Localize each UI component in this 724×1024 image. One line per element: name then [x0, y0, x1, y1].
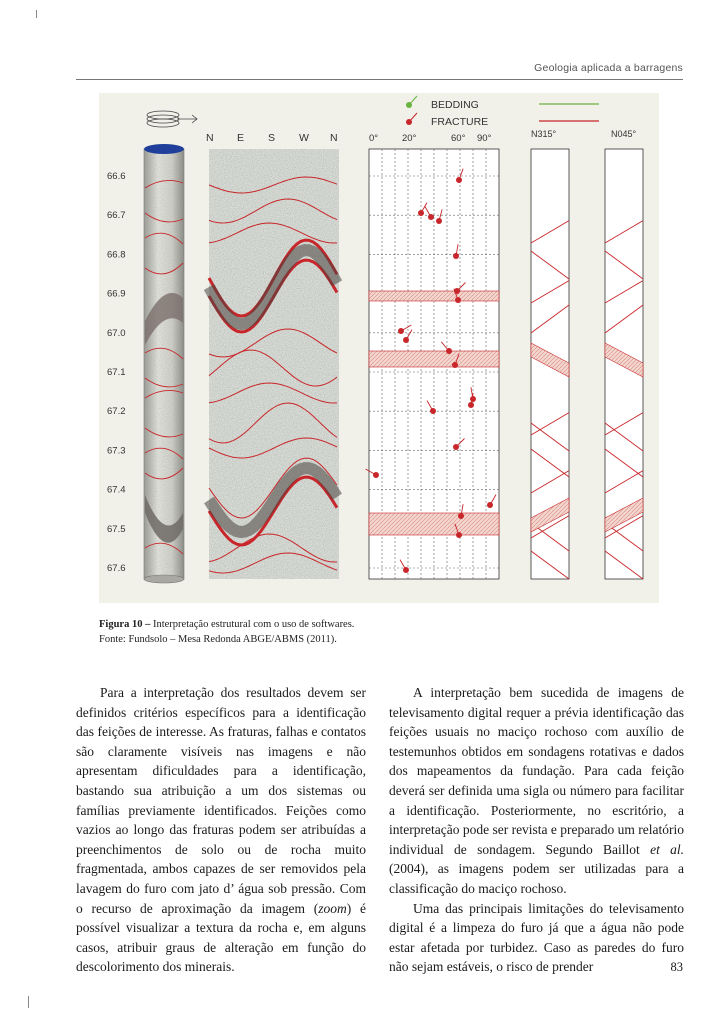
- depth-label: 67.2: [107, 406, 126, 418]
- tadpole-dot: [428, 214, 434, 220]
- depth-label: 67.1: [107, 367, 126, 378]
- core-cylinder: [144, 144, 184, 583]
- depth-label: 67.5: [107, 523, 126, 535]
- depth-label: 67.4: [107, 484, 126, 496]
- depth-label: 67.6: [107, 563, 126, 574]
- paragraph-text: (2004), as imagens podem ser utilizadas para a classificação do maciço rochoso.: [389, 861, 684, 896]
- depth-label: 66.9: [107, 288, 126, 300]
- compass-label: N: [330, 132, 338, 144]
- dip-label: 60°: [451, 133, 466, 144]
- body-column-left: [76, 683, 366, 977]
- tadpole-track: [366, 133, 499, 579]
- term-zoom: zoom: [318, 900, 347, 916]
- tadpole-dot: [456, 177, 462, 183]
- legend: [406, 96, 599, 128]
- caption-source: Fonte: Fundsolo – Mesa Redonda ABGE/ABMS (2011).: [99, 634, 337, 645]
- page-number: 83: [670, 960, 683, 974]
- tadpole-dot: [487, 502, 493, 508]
- depth-label: 66.6: [107, 171, 126, 182]
- figure-canvas: [99, 93, 659, 603]
- tadpole-dot: [430, 408, 436, 414]
- paragraph-text: Para a interpretação dos resultados devem ser definidos critérios específicos para a identificação das feições de interesse. As fraturas, falhas e contatos são claramente visíveis nas imagens e não apresentam dificuldades para a identificação, bastando sua atribuição a um dos sistemas ou famílias previamente identificados. Feições como vazios ao longo das fraturas podem ser atribuídas a preenchimentos de solo ou de rocha muito fragmentada, ambos capazes de ser removidos pela lavagem do furo com jato d’ água sob pressão. Com o recurso de aproximação da imagem (: [76, 685, 366, 916]
- legend-fracture-label: FRACTURE: [431, 116, 489, 128]
- stick-plot-n045: [605, 129, 643, 579]
- legend-bedding: [406, 96, 599, 111]
- tadpole-dot: [403, 567, 409, 573]
- depth-labels: [107, 171, 126, 574]
- hatched-interval: [369, 513, 499, 535]
- body-column-right: [389, 683, 684, 977]
- legend-fracture: [406, 113, 599, 128]
- running-head: Geologia aplicada a barragens: [534, 62, 683, 74]
- header-rule: [76, 79, 683, 80]
- depth-label: 66.8: [107, 249, 126, 261]
- crop-mark-top: [36, 10, 37, 18]
- tadpole-dot: [436, 218, 442, 224]
- paragraph-text: ) é possível visualizar a textura da rocha e, em alguns casos, atribuir graus de alteração em função do descolorimento dos minerais.: [76, 900, 366, 975]
- compass-labels: [206, 132, 338, 144]
- paragraph-interpretation: [76, 683, 366, 977]
- depth-label: 66.7: [107, 210, 126, 222]
- tadpole-dot: [468, 402, 474, 408]
- tadpole-dot: [453, 444, 459, 450]
- compass-label: N: [206, 132, 214, 144]
- tadpole-dot: [418, 210, 424, 216]
- azimuth-label-n315: N315°: [531, 129, 557, 139]
- crop-mark-bottom: [28, 996, 29, 1008]
- compass-label: E: [237, 132, 245, 144]
- legend-bedding-label: BEDDING: [431, 99, 479, 111]
- tadpole-dot: [453, 253, 459, 259]
- caption-text: Interpretação estrutural com o uso de softwares.: [150, 619, 355, 630]
- tadpole-dot: [470, 396, 476, 402]
- caption-label: Figura 10 –: [99, 619, 151, 630]
- tadpole-dot: [455, 297, 461, 303]
- unrolled-image-track: [206, 132, 339, 579]
- paragraph-text: A interpretação bem sucedida de imagens de televisamento digital requer a prévia identificação das feições usuais no maciço rochoso com auxílio de testemunhos obtidos em sondagens rotativas e dados dos mapeamentos da fundação. Para cada feição deverá ser definida uma sigla ou número para facilitar a identificação. Posteriormente, no escritório, a interpretação pode ser revista e preparado um relatório individual de sondagem. Segundo Baillot: [389, 685, 684, 857]
- paragraph-successful-interpretation: [389, 683, 684, 899]
- paragraph-limitations: Uma das principais limitações do televisamento digital é a limpeza do furo já que a água não pode estar afetada por turbidez. Caso as paredes do furo não sejam estáveis, o risco de prender: [389, 900, 684, 975]
- citation-et-al: et al.: [650, 841, 684, 857]
- depth-label: 67.0: [107, 327, 126, 339]
- tadpole-dot: [456, 532, 462, 538]
- hatched-interval: [369, 351, 499, 367]
- tadpole-dot: [446, 348, 452, 354]
- tadpole-dot: [403, 337, 409, 343]
- borehole-figure: [99, 93, 659, 603]
- azimuth-label-n045: N045°: [611, 129, 637, 139]
- depth-label: 67.3: [107, 445, 126, 457]
- dip-label: 0°: [369, 133, 379, 144]
- orientation-symbol: [147, 111, 197, 127]
- dip-label: 20°: [402, 133, 417, 144]
- tadpole-dot: [452, 362, 458, 368]
- hatched-interval: [369, 291, 499, 301]
- tadpole-dot: [398, 328, 404, 334]
- dip-labels: [369, 133, 492, 144]
- figure-caption: [99, 617, 354, 647]
- core-top-ellipse: [144, 144, 184, 154]
- compass-label: W: [299, 132, 309, 144]
- stick-plot-n315: [531, 129, 569, 579]
- compass-label: S: [268, 132, 276, 144]
- tadpole-dot: [373, 472, 379, 478]
- tadpole-dot: [458, 513, 464, 519]
- dip-label: 90°: [477, 133, 492, 144]
